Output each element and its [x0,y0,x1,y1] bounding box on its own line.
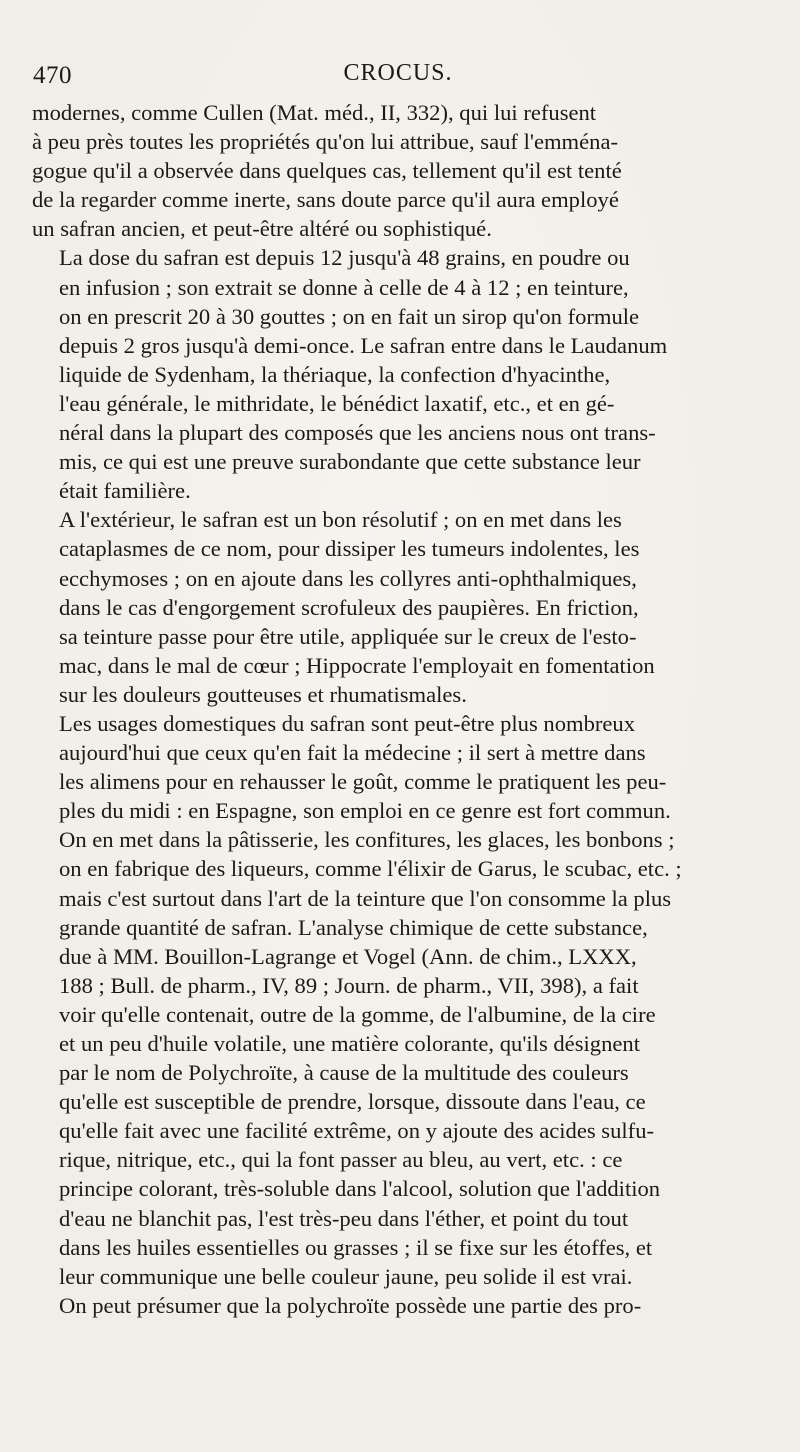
text-line: mais c'est surtout dans l'art de la teinture que l'on consomme la plus [59,885,672,911]
text-line: liquide de Sydenham, la thériaque, la confection d'hyacinthe, [59,361,611,387]
text-line: un safran ancien, et peut-être altéré ou sophistiqué. [32,216,492,242]
text-line: 188 ; Bull. de pharm., IV, 89 ; Journ. de pharm., VII, 398), a fait [59,972,639,998]
paragraph-continuation [32,98,772,243]
text-line: cataplasmes de ce nom, pour dissiper les tumeurs indolentes, les [59,536,640,562]
paragraph-dose [32,243,772,505]
text-line: modernes, comme Cullen (Mat. méd., II, 332), qui lui refusent [32,100,597,125]
running-head: CROCUS. [343,60,453,86]
text-line: à peu près toutes les propriétés qu'on lui attribue, sauf l'emména- [32,129,618,155]
text-line: A l'extérieur, le safran est un bon résolutif ; on en met dans les [59,507,622,533]
text-line: les alimens pour en rehausser le goût, comme le pratiquent les peu- [59,769,667,795]
page-number: 470 [33,62,72,89]
text-line: ecchymoses ; on en ajoute dans les collyres anti-ophthalmiques, [59,565,637,591]
text-line: néral dans la plupart des composés que les anciens nous ont trans- [59,420,656,446]
text-line: de la regarder comme inerte, sans doute parce qu'il aura employé [32,187,619,213]
text-line: qu'elle fait avec une facilité extrême, on y ajoute des acides sulfu- [59,1118,655,1144]
text-line: qu'elle est susceptible de prendre, lorsque, dissoute dans l'eau, ce [59,1089,646,1115]
text-line: On en met dans la pâtisserie, les confitures, les glaces, les bonbons ; [59,827,675,853]
text-line: mac, dans le mal de cœur ; Hippocrate l'employait en fomentation [59,652,655,678]
text-line: rique, nitrique, etc., qui la font passer au bleu, au vert, etc. : ce [59,1147,623,1173]
page-header [33,60,763,100]
paragraph-exterior [32,505,772,709]
text-line: en infusion ; son extrait se donne à celle de 4 à 12 ; en teinture, [59,274,629,300]
text-line: gogue qu'il a observée dans quelques cas, tellement qu'il est tenté [32,158,622,184]
text-line: mis, ce qui est une preuve surabondante que cette substance leur [59,449,641,475]
text-line: on en fabrique des liqueurs, comme l'élixir de Garus, le scubac, etc. ; [59,856,682,882]
text-line: depuis 2 gros jusqu'à demi-once. Le safran entre dans le Laudanum [59,332,668,358]
text-line: on en prescrit 20 à 30 gouttes ; on en fait un sirop qu'on formule [59,303,640,329]
text-line: On peut présumer que la polychroïte possède une partie des pro- [59,1292,642,1318]
text-line: La dose du safran est depuis 12 jusqu'à 48 grains, en poudre ou [59,245,630,271]
text-line: et un peu d'huile volatile, une matière colorante, qu'ils désignent [59,1031,640,1056]
text-line: leur communique une belle couleur jaune, peu solide il est vrai. [59,1263,633,1289]
text-line: ples du midi : en Espagne, son emploi en ce genre est fort commun. [59,798,671,824]
text-line: Les usages domestiques du safran sont peut-être plus nombreux [59,710,636,736]
text-line: dans les huiles essentielles ou grasses ; il se fixe sur les étoffes, et [59,1234,653,1260]
text-line: dans le cas d'engorgement scrofuleux des paupières. En friction, [59,594,639,620]
text-line: d'eau ne blanchit pas, l'est très-peu dans l'éther, et point du tout [59,1205,629,1231]
text-line: l'eau générale, le mithridate, le bénédict laxatif, etc., et en gé- [59,390,615,416]
paragraph-domestic-uses [32,709,772,1320]
text-line: voir qu'elle contenait, outre de la gomme, de l'albumine, de la cire [59,1001,656,1027]
text-line: aujourd'hui que ceux qu'en fait la médecine ; il sert à mettre dans [59,740,646,766]
text-line: grande quantité de safran. L'analyse chimique de cette substance, [59,914,648,940]
text-line: due à MM. Bouillon-Lagrange et Vogel (Ann. de chim., LXXX, [59,943,637,969]
text-line: par le nom de Polychroïte, à cause de la multitude des couleurs [59,1060,629,1086]
text-line: était familière. [59,478,191,504]
text-line: principe colorant, très-soluble dans l'alcool, solution que l'addition [59,1176,661,1202]
text-line: sur les douleurs goutteuses et rhumatismales. [59,681,467,707]
text-line: sa teinture passe pour être utile, appliquée sur le creux de l'esto- [59,623,637,649]
text-body [32,98,772,1320]
